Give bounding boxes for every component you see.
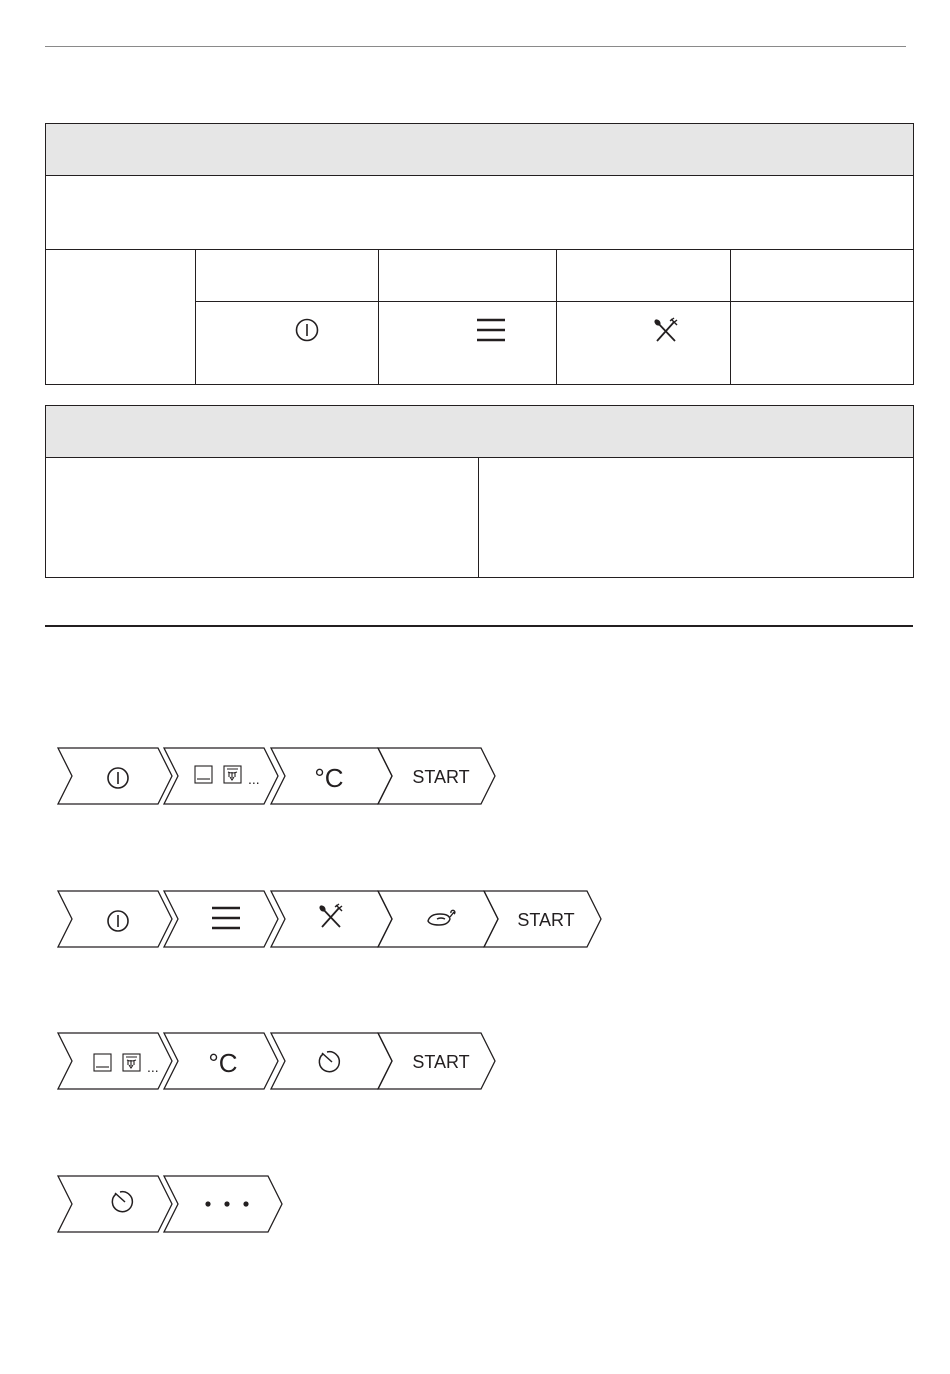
ellipsis-small: ... <box>147 1059 159 1075</box>
ellipsis-small: ... <box>248 771 260 787</box>
sequence-timer-more <box>56 1175 296 1235</box>
table-header-cell <box>46 406 914 458</box>
table-row <box>46 458 914 578</box>
sequence-strip <box>56 1175 296 1235</box>
menu-icon <box>212 908 240 928</box>
table-row <box>46 176 914 250</box>
fork-spoon-icon <box>318 904 342 927</box>
step-chevron <box>164 1176 282 1232</box>
ellipsis-icon <box>205 1201 248 1206</box>
power-icon <box>294 317 320 343</box>
table-cell <box>46 458 479 578</box>
step-chevron <box>58 891 172 947</box>
table-cell <box>479 458 914 578</box>
info-table <box>45 405 914 578</box>
fork-spoon-icon <box>652 317 680 345</box>
sequence-assisted-cooking <box>56 890 616 950</box>
sequence-strip <box>56 747 506 807</box>
power-icon <box>108 768 128 788</box>
step-chevron <box>164 748 278 804</box>
table-header-row <box>46 406 914 458</box>
start-label: START <box>517 910 575 930</box>
section-rule <box>45 625 913 627</box>
timer-icon <box>319 1052 339 1072</box>
sequence-strip <box>56 890 616 950</box>
step-chevron <box>58 748 172 804</box>
start-label: START <box>412 767 470 787</box>
sequence-strip <box>56 1032 506 1092</box>
settings-table <box>45 123 914 385</box>
table-header-cell <box>46 124 914 176</box>
oven-heating-function-icon <box>195 766 241 783</box>
table-row-label-cell <box>46 250 196 385</box>
timer-icon <box>112 1192 132 1212</box>
menu-icon <box>476 317 506 343</box>
sequence-timer-setting <box>56 1032 506 1092</box>
sequence-heating-function <box>56 747 506 807</box>
celsius-icon: °C <box>208 1048 238 1078</box>
table-cell <box>557 250 731 302</box>
table-header-row <box>46 124 914 176</box>
table-cell-assisted-cooking <box>557 302 731 385</box>
table-cell-menu <box>379 302 557 385</box>
celsius-icon: °C <box>314 763 344 793</box>
table-description-cell <box>46 176 914 250</box>
step-chevron <box>58 1176 172 1232</box>
table-cell <box>731 302 914 385</box>
table-cell <box>196 250 379 302</box>
start-label: START <box>412 1052 470 1072</box>
top-rule <box>45 46 906 47</box>
table-cell <box>731 250 914 302</box>
power-icon <box>108 911 128 931</box>
table-cell-power <box>196 302 379 385</box>
table-cell <box>379 250 557 302</box>
table-row <box>46 250 914 302</box>
poultry-icon <box>428 910 455 925</box>
oven-heating-function-icon <box>94 1054 140 1071</box>
